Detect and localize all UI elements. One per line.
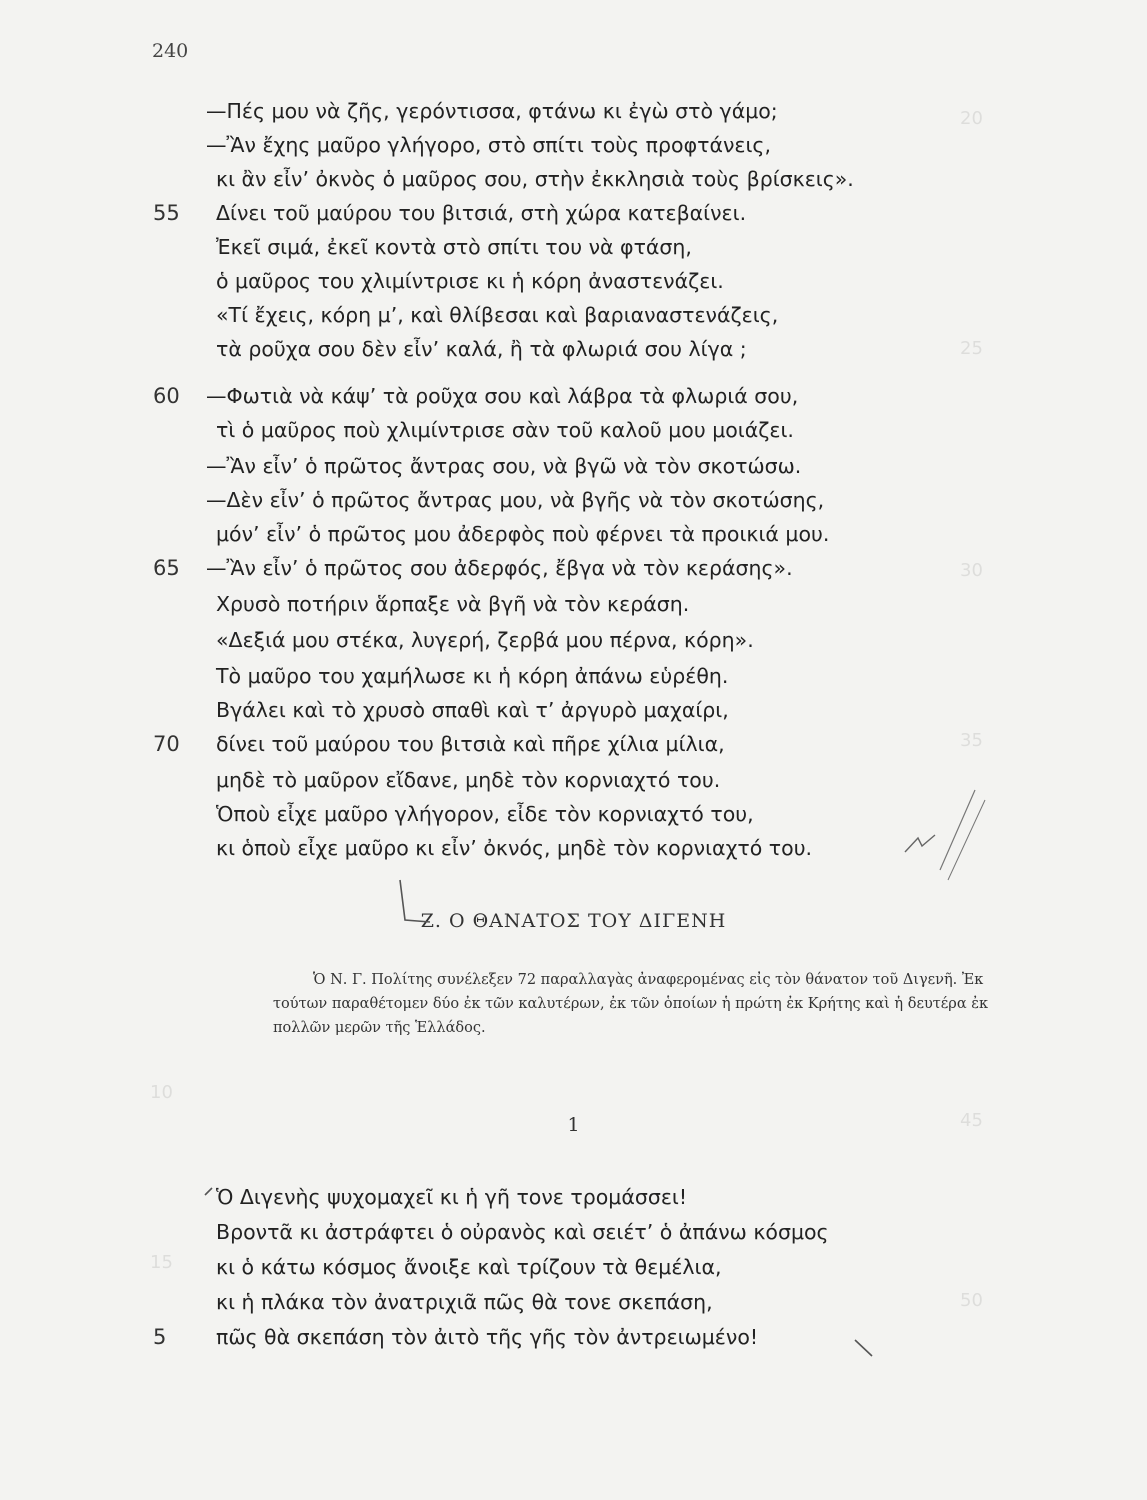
verse-text: κι ὁποὺ εἶχε μαῦρο κι εἶν’ ὀκνός, μηδὲ τὸν κορνιαχτό του. bbox=[216, 836, 813, 860]
verse-line bbox=[0, 1285, 1147, 1319]
verse-text: κι ὁ κάτω κόσμος ἄνοιξε καὶ τρίζουν τὰ θεμέλια, bbox=[216, 1255, 722, 1279]
page-number: 240 bbox=[152, 40, 189, 62]
line-number: 60 bbox=[153, 384, 180, 408]
verse-line bbox=[0, 196, 1147, 230]
verse-text: «Δεξιά μου στέκα, λυγερή, ζερβά μου πέρνα, κόρη». bbox=[216, 628, 754, 652]
verse-text: Ἐκεῖ σιμά, ἐκεῖ κοντὰ στὸ σπίτι του νὰ φτάση, bbox=[216, 235, 692, 259]
verse-line bbox=[0, 230, 1147, 264]
bleed-through-text: 50 bbox=[960, 1290, 983, 1311]
verse-line bbox=[0, 298, 1147, 332]
bleed-through-text: 15 bbox=[150, 1252, 173, 1273]
verse-line bbox=[0, 623, 1147, 657]
verse-line bbox=[0, 831, 1147, 865]
verse-text: —Δὲν εἶν’ ὁ πρῶτος ἄντρας μου, νὰ βγῆς νὰ τὸν σκοτώσης, bbox=[206, 488, 825, 512]
verse-line bbox=[0, 483, 1147, 517]
verse-line bbox=[0, 449, 1147, 483]
verse-line bbox=[0, 332, 1147, 366]
verse-line bbox=[0, 1180, 1147, 1214]
bleed-through-text: 25 bbox=[960, 338, 983, 359]
verse-line bbox=[0, 413, 1147, 447]
verse-line bbox=[0, 1250, 1147, 1284]
verse-text: Χρυσὸ ποτήριν ἅρπαξε νὰ βγῆ νὰ τὸν κεράση. bbox=[216, 592, 690, 616]
verse-line bbox=[0, 797, 1147, 831]
line-number: 55 bbox=[153, 201, 180, 225]
verse-text: Βροντᾶ κι ἀστράφτει ὁ οὐρανὸς καὶ σειέτ’ ὁ ἀπάνω κόσμος bbox=[216, 1220, 829, 1244]
verse-text: —Ἂν ἔχης μαῦρο γλήγορο, στὸ σπίτι τοὺς προφτάνεις, bbox=[206, 133, 771, 157]
bleed-through-text: 20 bbox=[960, 108, 983, 129]
verse-text: —Φωτιὰ νὰ κάψ’ τὰ ροῦχα σου καὶ λάβρα τὰ φλωριά σου, bbox=[206, 384, 799, 408]
bleed-through-text: 45 bbox=[960, 1110, 983, 1131]
verse-line bbox=[0, 162, 1147, 196]
verse-text: Βγάλει καὶ τὸ χρυσὸ σπαθὶ καὶ τ’ ἀργυρὸ μαχαίρι, bbox=[216, 698, 729, 722]
verse-text: ὁ μαῦρος του χλιμίντρισε κι ἡ κόρη ἀναστενάζει. bbox=[216, 269, 724, 293]
verse-text: Δίνει τοῦ μαύρου του βιτσιά, στὴ χώρα κατεβαίνει. bbox=[216, 201, 747, 225]
verse-text: Ὁποὺ εἶχε μαῦρο γλήγορον, εἶδε τὸν κορνιαχτό του, bbox=[216, 802, 754, 826]
verse-line bbox=[0, 1320, 1147, 1354]
verse-line bbox=[0, 551, 1147, 585]
verse-line bbox=[0, 727, 1147, 761]
line-number: 70 bbox=[153, 732, 180, 756]
verse-text: μηδὲ τὸ μαῦρον εἴδανε, μηδὲ τὸν κορνιαχτό του. bbox=[216, 768, 721, 792]
verse-text: κι ἂν εἶν’ ὀκνὸς ὁ μαῦρος σου, στὴν ἐκκλησιὰ τοὺς βρίσκεις». bbox=[216, 167, 854, 191]
verse-text: κι ἡ πλάκα τὸν ἀνατριχιᾶ πῶς θὰ τονε σκεπάση, bbox=[216, 1290, 713, 1314]
bleed-through-text: 30 bbox=[960, 560, 983, 581]
verse-text: μόν’ εἶν’ ὁ πρῶτος μου ἀδερφὸς ποὺ φέρνει τὰ προικιά μου. bbox=[216, 522, 830, 546]
bleed-through-text: 10 bbox=[150, 1082, 173, 1103]
section-number: 1 bbox=[567, 1114, 580, 1136]
verse-text: δίνει τοῦ μαύρου του βιτσιὰ καὶ πῆρε χίλια μίλια, bbox=[216, 732, 725, 756]
section-heading: Ζ. Ο ΘΑΝΑΤΟΣ ΤΟΥ ΔΙΓΕΝΗ bbox=[420, 910, 727, 932]
verse-text: «Τί ἔχεις, κόρη μ’, καὶ θλίβεσαι καὶ βαριαναστενάζεις, bbox=[216, 303, 779, 327]
verse-text: —Πές μου νὰ ζῆς, γερόντισσα, φτάνω κι ἐγὼ στὸ γάμο; bbox=[206, 99, 778, 123]
verse-text: πῶς θὰ σκεπάση τὸν ἀιτὸ τῆς γῆς τὸν ἀντρειωμένο! bbox=[216, 1325, 759, 1349]
line-number: 5 bbox=[153, 1325, 167, 1349]
verse-line bbox=[0, 264, 1147, 298]
verse-text: —Ἂν εἶν’ ὁ πρῶτος σου ἀδερφός, ἔβγα νὰ τὸν κεράσης». bbox=[206, 556, 793, 580]
verse-line bbox=[0, 128, 1147, 162]
verse-line bbox=[0, 763, 1147, 797]
verse-text: Τὸ μαῦρο του χαμήλωσε κι ἡ κόρη ἀπάνω εὑρέθη. bbox=[216, 664, 729, 688]
line-number: 65 bbox=[153, 556, 180, 580]
verse-line bbox=[0, 517, 1147, 551]
verse-text: τὰ ροῦχα σου δὲν εἶν’ καλά, ἢ τὰ φλωριά σου λίγα ; bbox=[216, 337, 747, 361]
verse-line bbox=[0, 587, 1147, 621]
verse-line bbox=[0, 659, 1147, 693]
verse-line bbox=[0, 94, 1147, 128]
verse-line bbox=[0, 1215, 1147, 1249]
bleed-through-text: 35 bbox=[960, 730, 983, 751]
verse-text: τὶ ὁ μαῦρος ποὺ χλιμίντρισε σὰν τοῦ καλοῦ μου μοιάζει. bbox=[216, 418, 794, 442]
verse-text: —Ἂν εἶν’ ὁ πρῶτος ἄντρας σου, νὰ βγῶ νὰ τὸν σκοτώσω. bbox=[206, 454, 802, 478]
editorial-note: Ὁ Ν. Γ. Πολίτης συνέλεξεν 72 παραλλαγὰς ἀναφερομένας εἰς τὸν θάνατον τοῦ Διγενῆ. Ἐκ τούτων παραθέτομεν δύο ἐκ τῶν καλυτέρων, ἐκ τῶν ὁποίων ἡ πρώτη ἐκ Κρήτης καὶ ἡ δευτέρα ἐκ πολλῶν μερῶν τῆς Ἑλλάδος. bbox=[273, 972, 989, 1036]
verse-line bbox=[0, 693, 1147, 727]
verse-line bbox=[0, 379, 1147, 413]
verse-text: Ὁ Διγενὴς ψυχομαχεῖ κι ἡ γῆ τονε τρομάσσει! bbox=[216, 1185, 688, 1209]
